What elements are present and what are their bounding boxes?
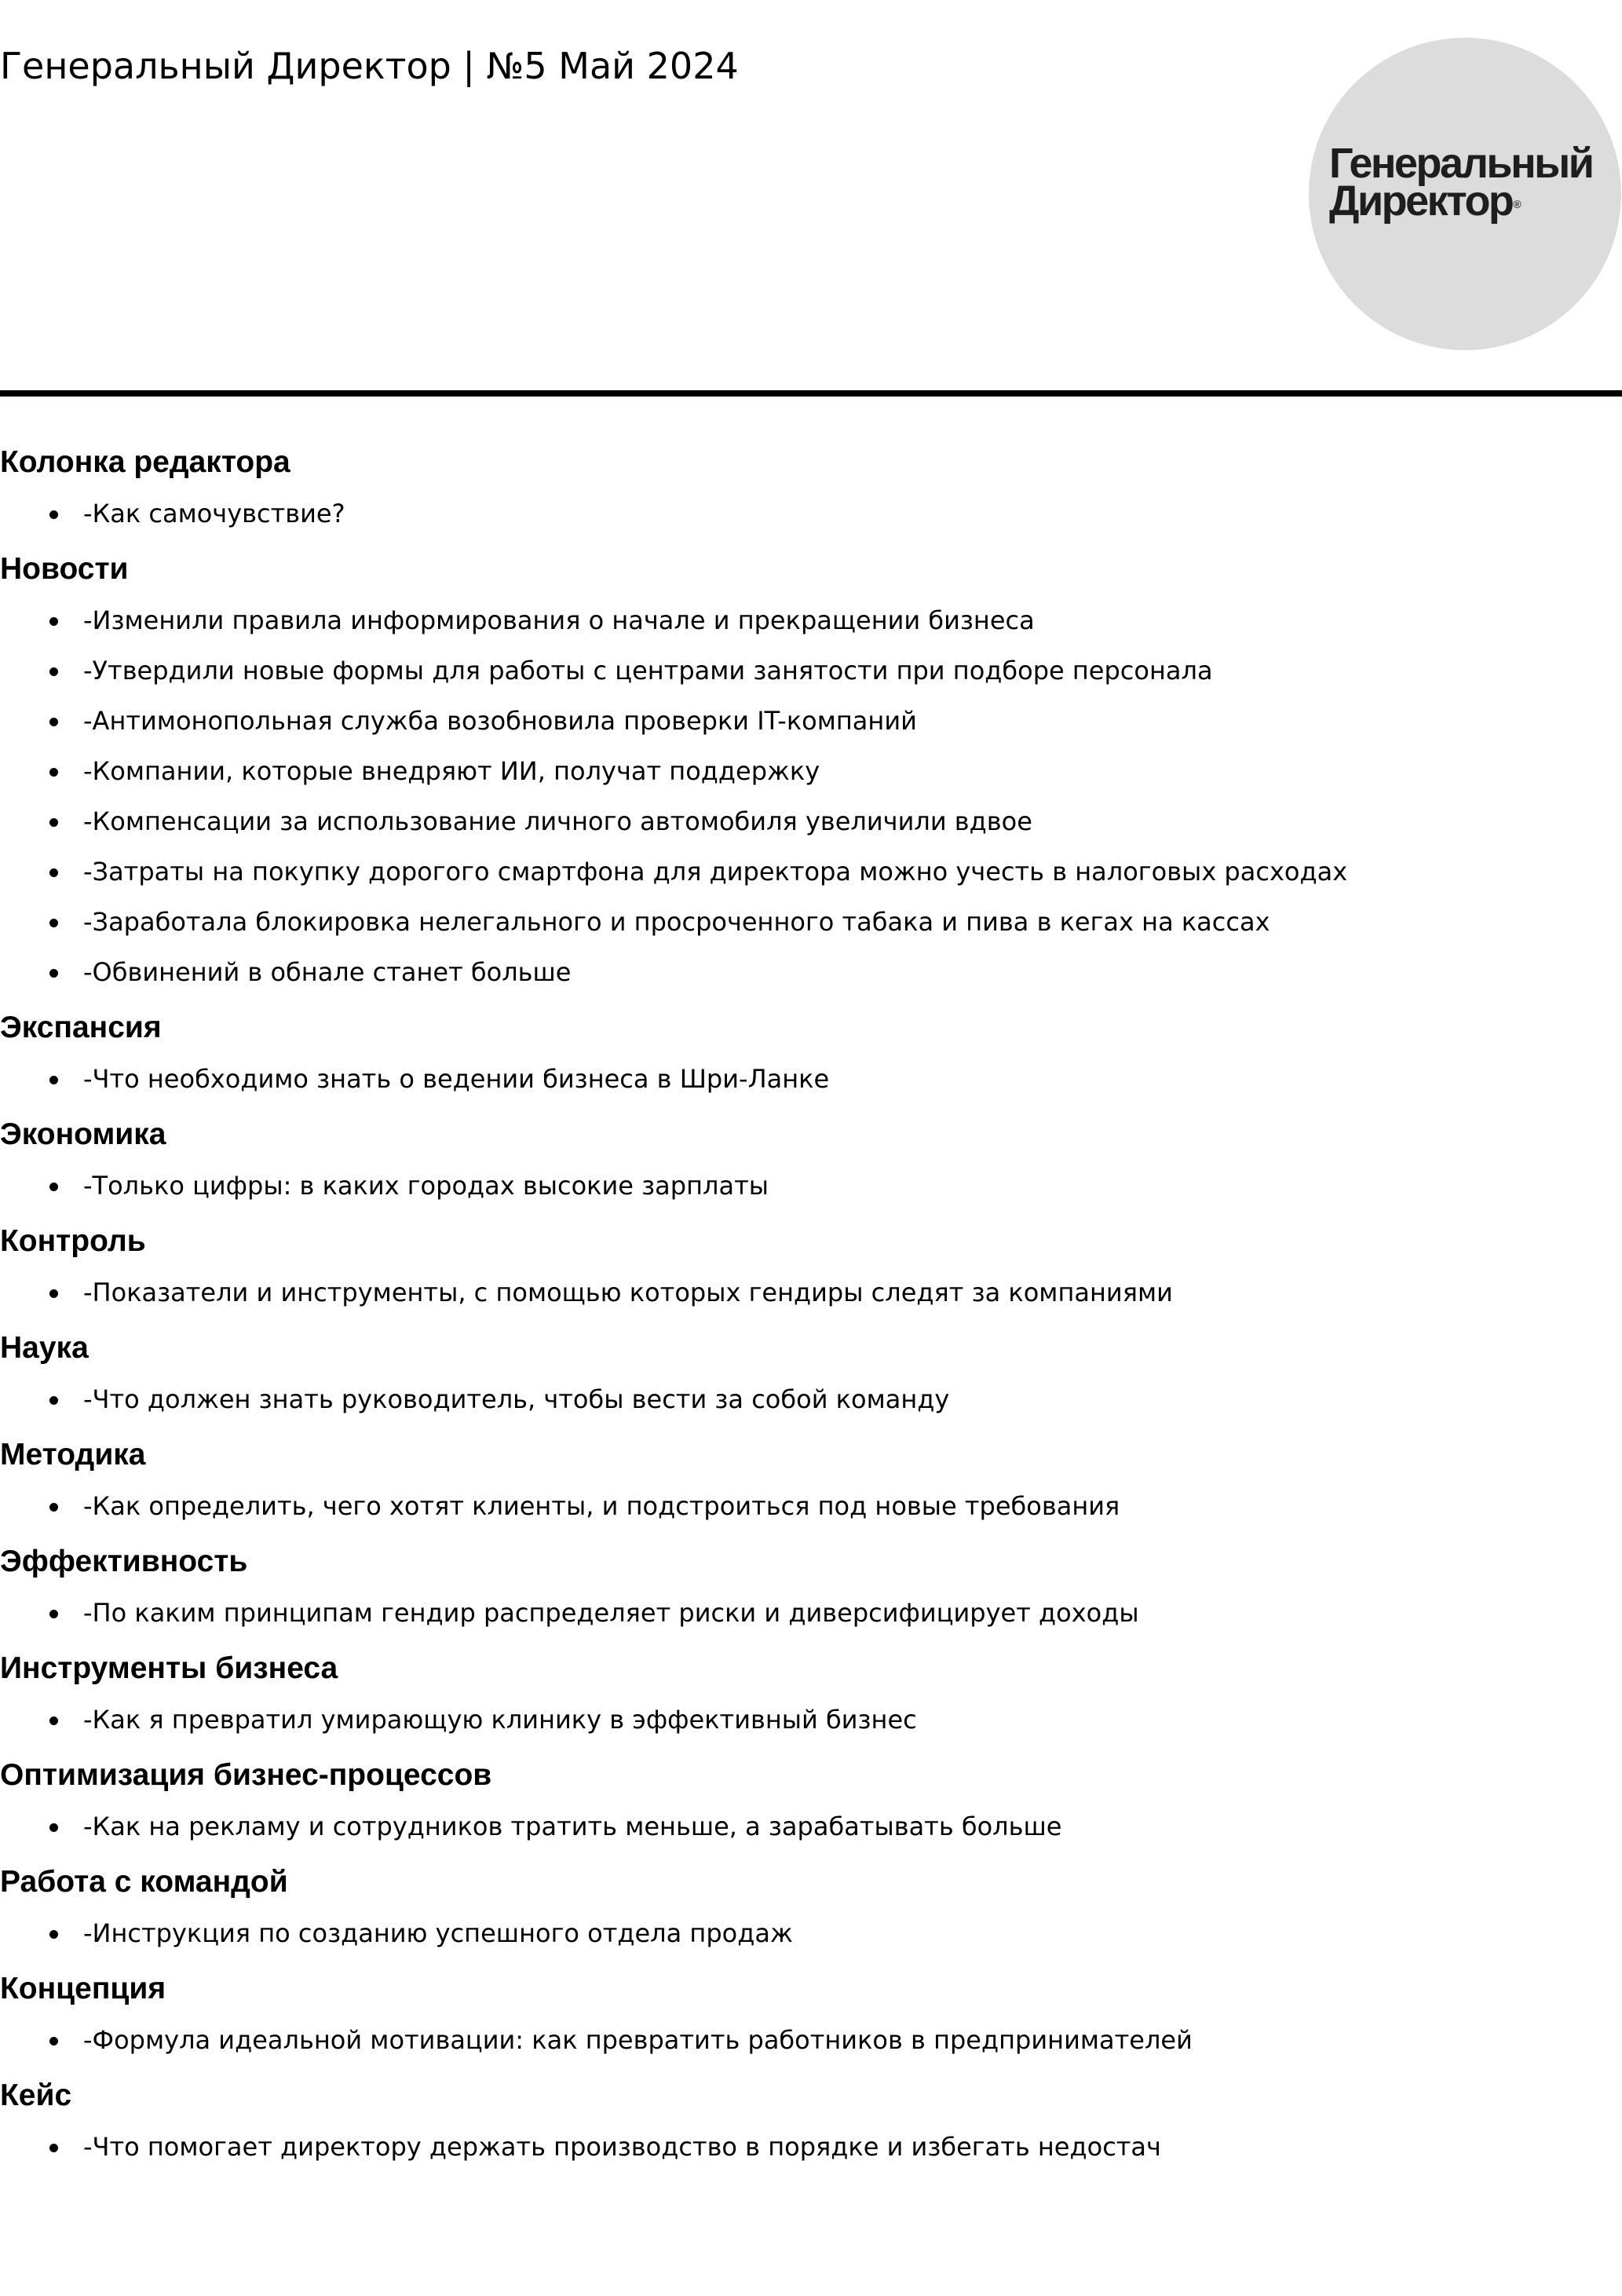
article-item	[0, 488, 1622, 539]
bullet-icon	[49, 1717, 58, 1725]
article-item	[0, 1588, 1622, 1638]
article-title: -Только цифры: в каких городах высокие зарплаты	[83, 1171, 769, 1201]
article-item	[0, 1908, 1622, 1958]
article-list	[0, 1267, 1622, 1318]
article-item	[0, 696, 1622, 746]
toc-section	[0, 1219, 1622, 1318]
article-list	[0, 1161, 1622, 1211]
article-title: -Как самочувствие?	[83, 499, 345, 528]
article-item	[0, 897, 1622, 947]
toc-section	[0, 440, 1622, 539]
article-item	[0, 1267, 1622, 1318]
logo-line-1: Генеральный	[1329, 140, 1593, 187]
article-item	[0, 2122, 1622, 2172]
article-item	[0, 796, 1622, 846]
bullet-icon	[49, 2037, 58, 2046]
article-item	[0, 846, 1622, 897]
bullet-icon	[49, 667, 58, 676]
bullet-icon	[49, 768, 58, 777]
logo-line-2-text: Директор	[1329, 177, 1513, 225]
article-title: -Утвердили новые формы для работы с центрами занятости при подборе персонала	[83, 656, 1213, 686]
bullet-icon	[49, 1183, 58, 1191]
article-title: -Компании, которые внедряют ИИ, получат поддержку	[83, 756, 820, 786]
article-item	[0, 645, 1622, 696]
article-item	[0, 1054, 1622, 1104]
table-of-contents	[0, 432, 1622, 2172]
bullet-icon	[49, 718, 58, 726]
bullet-icon	[49, 868, 58, 877]
article-title: -Показатели и инструменты, с помощью которых гендиры следят за компаниями	[83, 1278, 1173, 1307]
bullet-icon	[49, 1610, 58, 1618]
article-list	[0, 1588, 1622, 1638]
article-title: -Как определить, чего хотят клиенты, и подстроиться под новые требования	[83, 1491, 1120, 1521]
bullet-icon	[49, 510, 58, 519]
article-item	[0, 1374, 1622, 1424]
toc-section	[0, 1539, 1622, 1638]
article-item	[0, 1161, 1622, 1211]
bullet-icon	[49, 1076, 58, 1084]
section-heading: Экспансия	[0, 1011, 162, 1044]
article-list	[0, 1695, 1622, 1745]
article-title: -Антимонопольная служба возобновила проверки IT-компаний	[83, 706, 917, 736]
section-heading: Экономика	[0, 1117, 166, 1151]
section-heading: Инструменты бизнеса	[0, 1651, 338, 1685]
article-title: -Обвинений в обнале станет больше	[83, 957, 572, 987]
article-list	[0, 1908, 1622, 1958]
article-title: -Что должен знать руководитель, чтобы вести за собой команду	[83, 1384, 950, 1414]
toc-section	[0, 1325, 1622, 1424]
article-item	[0, 746, 1622, 796]
article-item	[0, 595, 1622, 645]
article-title: -По каким принципам гендир распределяет риски и диверсифицирует доходы	[83, 1598, 1139, 1628]
bullet-icon	[49, 1396, 58, 1405]
registered-mark-icon: ®	[1513, 198, 1522, 210]
article-title: -Изменили правила информирования о начале и прекращении бизнеса	[83, 605, 1035, 635]
bullet-icon	[49, 919, 58, 927]
section-heading: Оптимизация бизнес-процессов	[0, 1758, 492, 1792]
section-heading: Эффективность	[0, 1545, 248, 1578]
article-title: -Инструкция по созданию успешного отдела продаж	[83, 1918, 793, 1948]
bullet-icon	[49, 1823, 58, 1832]
toc-section	[0, 1646, 1622, 1745]
toc-section	[0, 1753, 1622, 1852]
section-heading: Кейс	[0, 2078, 72, 2112]
article-item	[0, 1481, 1622, 1531]
article-title: -Формула идеальной мотивации: как превратить работников в предпринимателей	[83, 2025, 1193, 2055]
toc-section	[0, 1859, 1622, 1958]
toc-section	[0, 1005, 1622, 1104]
article-list	[0, 2015, 1622, 2065]
article-list	[0, 488, 1622, 539]
toc-section	[0, 1112, 1622, 1211]
bullet-icon	[49, 969, 58, 978]
section-heading: Наука	[0, 1331, 89, 1365]
logo-line-2	[1329, 177, 1593, 225]
section-heading: Новости	[0, 552, 129, 586]
article-title: -Заработала блокировка нелегального и просроченного табака и пива в кегах на кассах	[83, 907, 1270, 937]
article-title: -Затраты на покупку дорогого смартфона для директора можно учесть в налоговых расходах	[83, 857, 1348, 887]
article-title: -Как я превратил умирающую клинику в эффективный бизнес	[83, 1705, 917, 1735]
article-title: -Компенсации за использование личного автомобиля увеличили вдвое	[83, 806, 1032, 836]
logo-wordmark	[1329, 140, 1593, 225]
article-list	[0, 1374, 1622, 1424]
bullet-icon	[49, 2144, 58, 2152]
section-heading: Методика	[0, 1438, 146, 1472]
section-heading: Работа с командой	[0, 1865, 288, 1899]
section-heading: Контроль	[0, 1224, 146, 1258]
article-title: -Что необходимо знать о ведении бизнеса в Шри-Ланке	[83, 1064, 830, 1094]
section-heading: Колонка редактора	[0, 445, 290, 479]
document-title: Генеральный Директор | №5 Май 2024	[0, 45, 739, 87]
article-list	[0, 2122, 1622, 2172]
toc-section	[0, 2073, 1622, 2172]
toc-section	[0, 1966, 1622, 2065]
article-list	[0, 595, 1622, 997]
section-heading: Концепция	[0, 1972, 166, 2005]
article-list	[0, 1481, 1622, 1531]
bullet-icon	[49, 617, 58, 626]
header-divider	[0, 390, 1622, 397]
article-list	[0, 1054, 1622, 1104]
article-list	[0, 1801, 1622, 1852]
bullet-icon	[49, 1930, 58, 1939]
bullet-icon	[49, 818, 58, 827]
magazine-logo	[1309, 38, 1621, 350]
article-title: -Что помогает директору держать производство в порядке и избегать недостач	[83, 2132, 1161, 2162]
article-item	[0, 1695, 1622, 1745]
bullet-icon	[49, 1289, 58, 1298]
article-item	[0, 947, 1622, 997]
toc-section	[0, 547, 1622, 997]
bullet-icon	[49, 1503, 58, 1512]
article-item	[0, 1801, 1622, 1852]
article-item	[0, 2015, 1622, 2065]
toc-section	[0, 1432, 1622, 1531]
article-title: -Как на рекламу и сотрудников тратить меньше, а зарабатывать больше	[83, 1812, 1062, 1841]
